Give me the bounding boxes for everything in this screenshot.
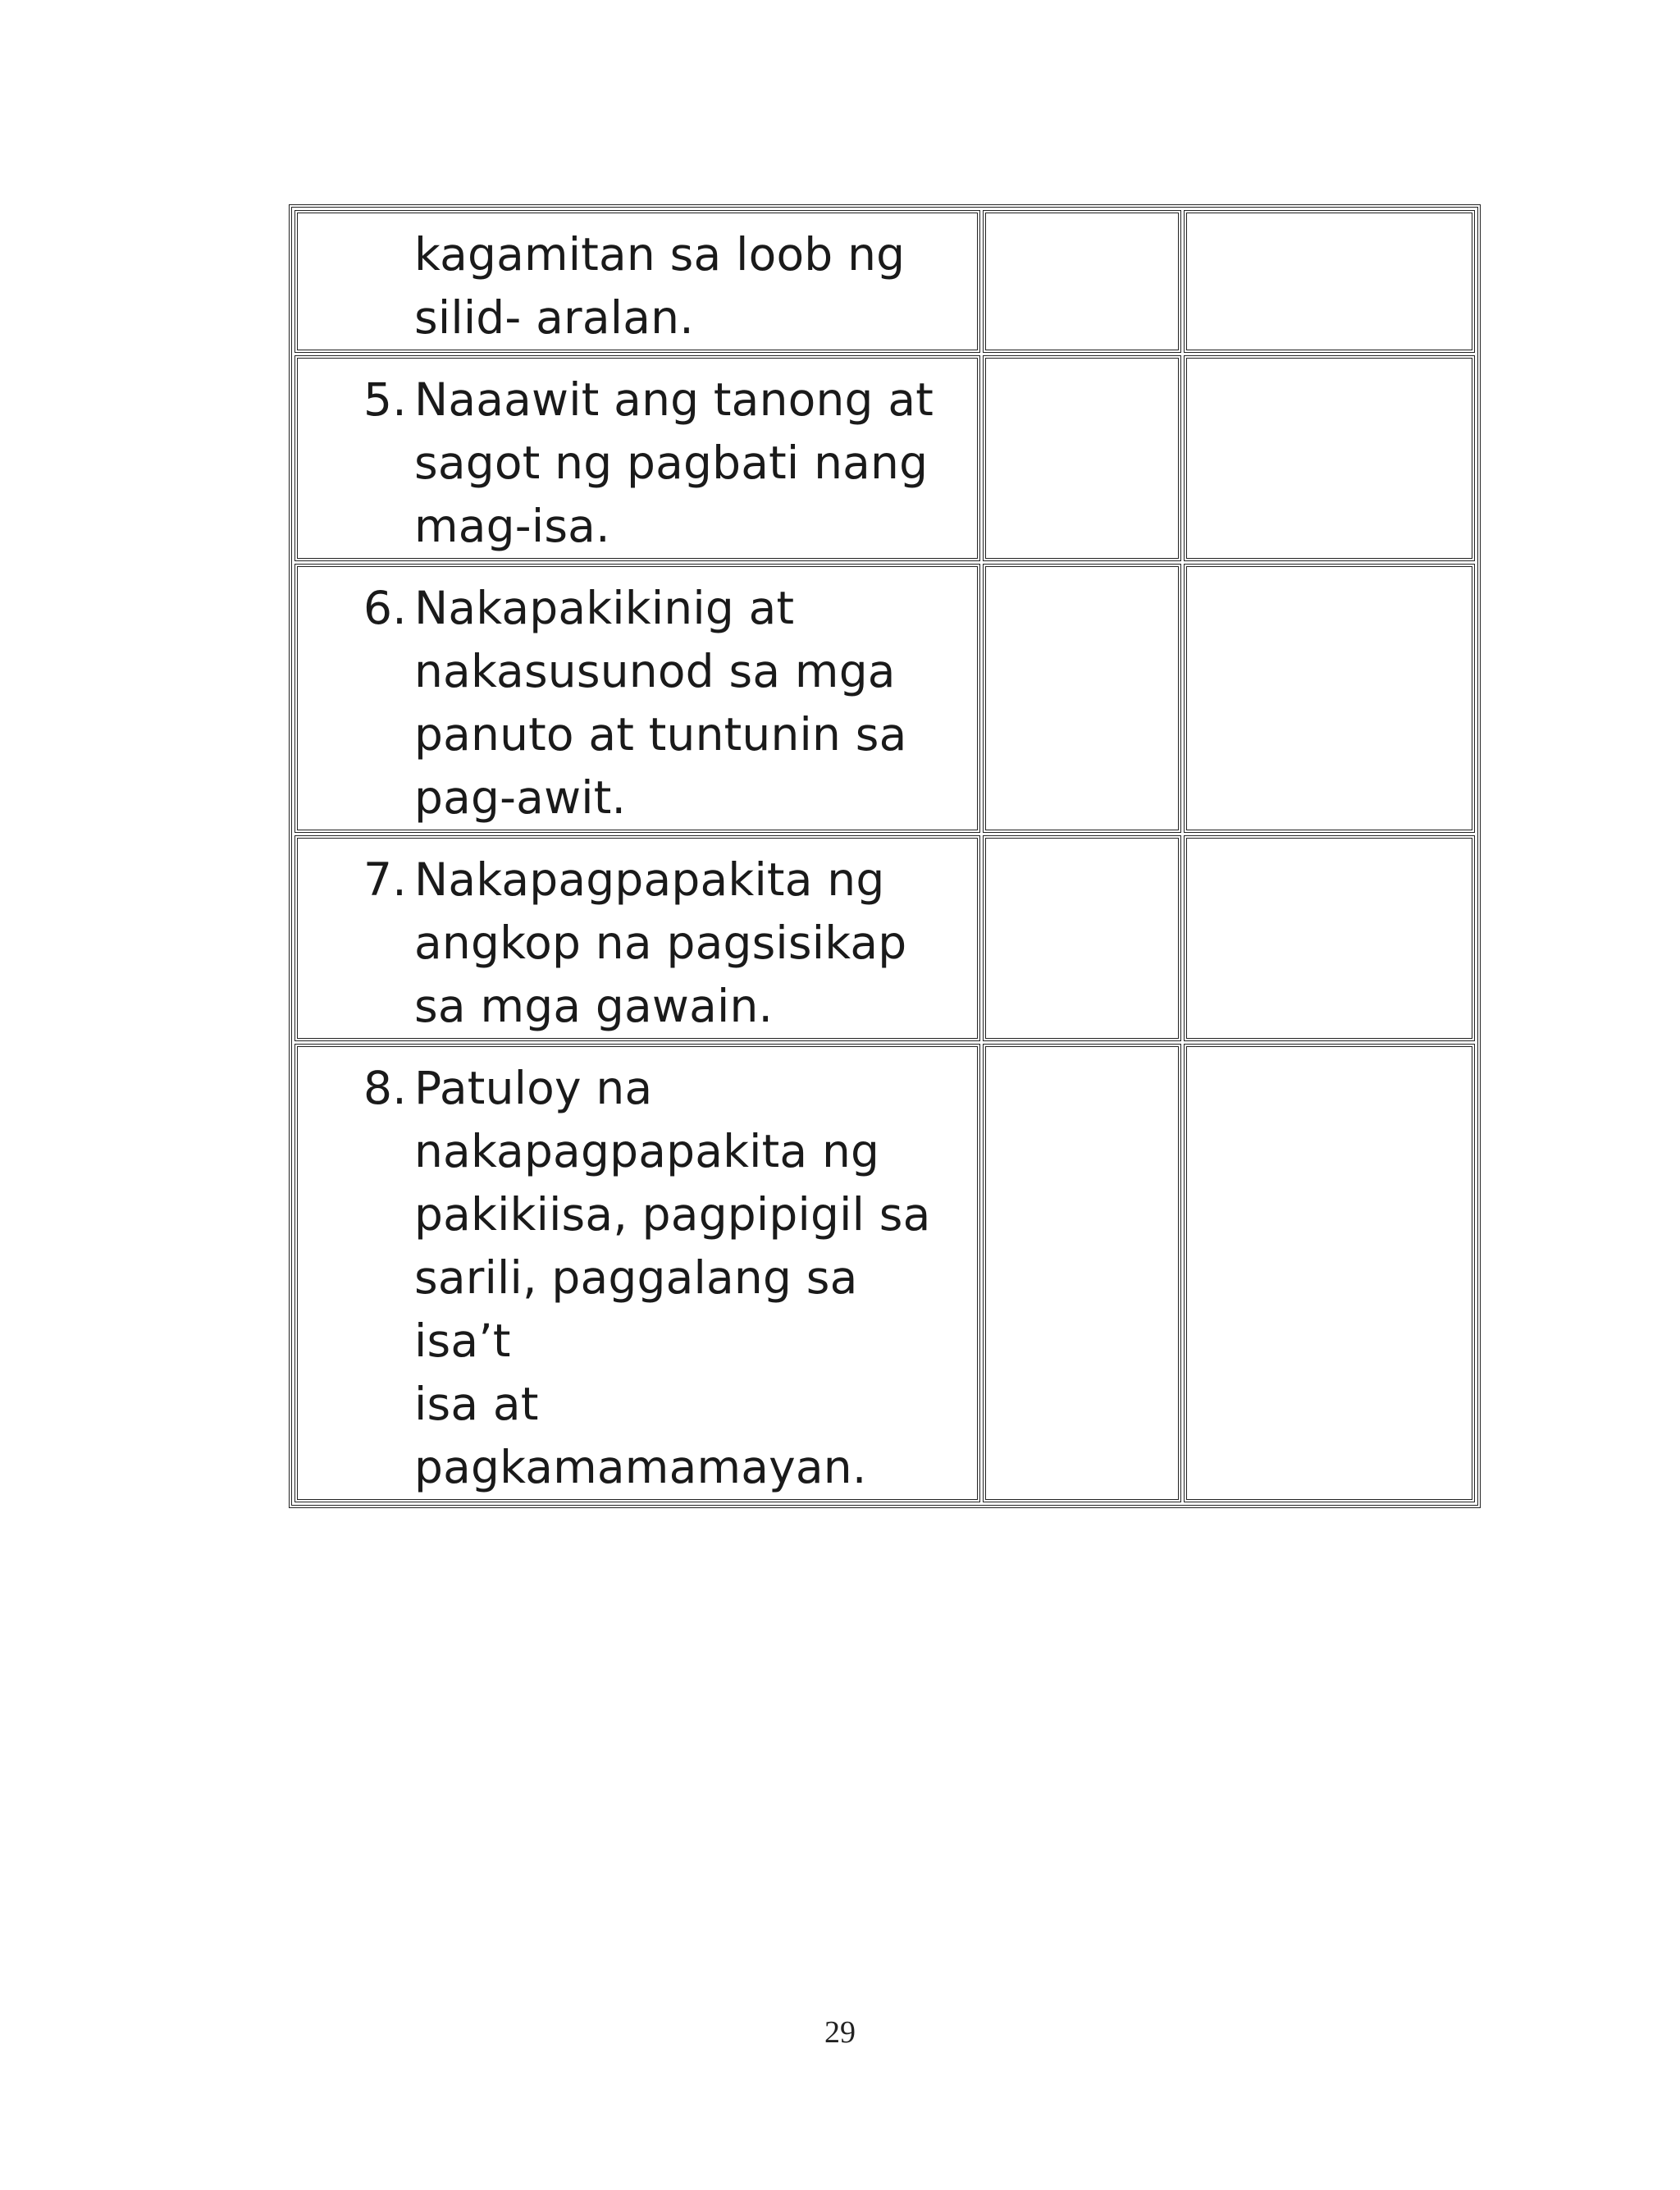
table-row [294, 835, 1475, 1041]
table-row [294, 564, 1475, 833]
item-number: 8. [363, 1062, 407, 1114]
remarks-cell[interactable] [1184, 210, 1475, 353]
criterion-text: Naaawit ang tanong at sagot ng pagbati nang mag-isa. [414, 373, 934, 552]
table-row [294, 210, 1475, 353]
remarks-cell[interactable] [1184, 355, 1475, 561]
criterion-text: kagamitan sa loob ng silid- aralan. [414, 228, 906, 344]
criterion-item [298, 1047, 977, 1499]
criterion-cell [294, 564, 980, 833]
rubric-table [289, 204, 1481, 1508]
table-row [294, 1044, 1475, 1502]
criterion-item [298, 839, 977, 1038]
criterion-text: Nakapakikinig at nakasusunod sa mga panuto at tuntunin sa pag-awit. [414, 582, 907, 824]
rating-cell[interactable] [983, 355, 1181, 561]
criterion-text: Patuloy na nakapagpapakita ng pakikiisa, pagpipigil sa sarili, paggalang sa isa’t isa at pagkamamamayan. [414, 1062, 931, 1493]
rating-cell[interactable] [983, 1044, 1181, 1502]
criterion-cell [294, 210, 980, 353]
item-number [363, 223, 414, 350]
page-number: 29 [824, 2015, 856, 2050]
item-number: 7. [363, 853, 407, 906]
item-number: 5. [363, 373, 407, 426]
criterion-item [298, 567, 977, 830]
remarks-cell[interactable] [1184, 835, 1475, 1041]
criterion-cell [294, 355, 980, 561]
item-number: 6. [363, 582, 407, 634]
criterion-cell [294, 1044, 980, 1502]
remarks-cell[interactable] [1184, 1044, 1475, 1502]
criterion-text: Nakapagpapakita ng angkop na pagsisikap sa mga gawain. [414, 853, 907, 1032]
table-row [294, 355, 1475, 561]
remarks-cell[interactable] [1184, 564, 1475, 833]
criterion-cell [294, 835, 980, 1041]
criterion-item [298, 359, 977, 558]
criterion-item [298, 213, 977, 350]
rating-cell[interactable] [983, 835, 1181, 1041]
rating-cell[interactable] [983, 210, 1181, 353]
rating-cell[interactable] [983, 564, 1181, 833]
